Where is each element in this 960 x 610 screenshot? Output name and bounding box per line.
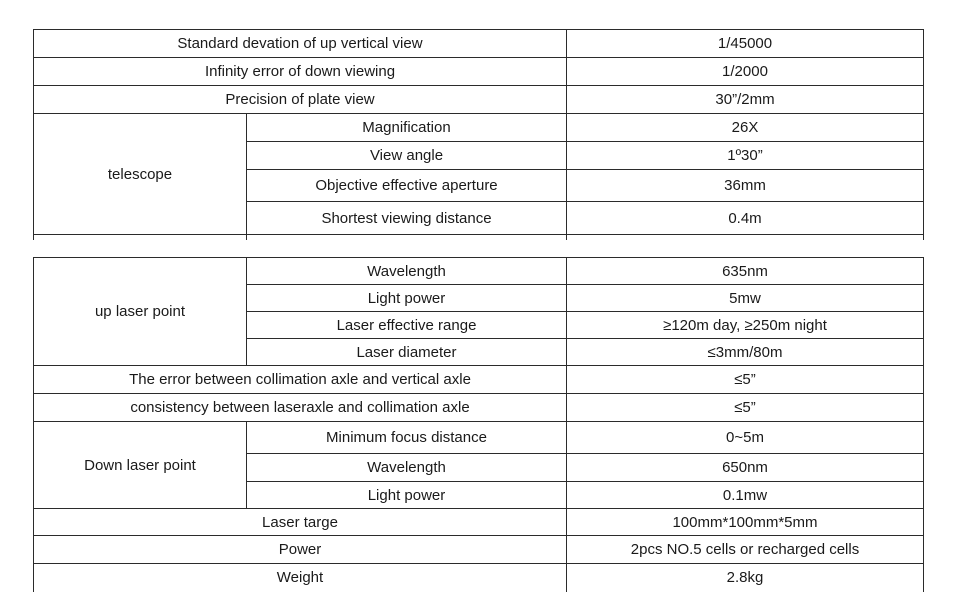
- spec-label: Wavelength: [247, 454, 567, 482]
- table-row: [34, 366, 924, 394]
- table-row: [34, 422, 924, 454]
- spec-value: ≥120m day, ≥250m night: [567, 312, 924, 339]
- spec-value: 100mm*100mm*5mm: [567, 509, 924, 536]
- spec-label: Objective effective aperture: [247, 170, 567, 202]
- spec-label: consistency between laseraxle and collimation axle: [34, 394, 567, 422]
- spec-value: 1/2000: [567, 58, 924, 86]
- spec-label: View angle: [247, 142, 567, 170]
- spec-table-top: [33, 29, 924, 240]
- spec-value: 0.1mw: [567, 482, 924, 509]
- spec-label: Laser effective range: [247, 312, 567, 339]
- spec-label: Infinity error of down viewing: [34, 58, 567, 86]
- spec-value: 36mm: [567, 170, 924, 202]
- spec-value: 2.8kg: [567, 564, 924, 592]
- spec-value: 650nm: [567, 454, 924, 482]
- spec-value: ≤5”: [567, 394, 924, 422]
- table-row: [34, 536, 924, 564]
- spec-value: 30”/2mm: [567, 86, 924, 114]
- table-row: [34, 564, 924, 592]
- table-row-cut: [34, 235, 924, 240]
- spec-value: 0.4m: [567, 202, 924, 235]
- table-row: [34, 58, 924, 86]
- spec-value: 26X: [567, 114, 924, 142]
- spec-label: Shortest viewing distance: [247, 202, 567, 235]
- table-row: [34, 114, 924, 142]
- spec-value: 635nm: [567, 258, 924, 285]
- spec-value: 1º30”: [567, 142, 924, 170]
- spec-label: Laser targe: [34, 509, 567, 536]
- table-row: [34, 258, 924, 285]
- spec-value: 5mw: [567, 285, 924, 312]
- spec-value: 0~5m: [567, 422, 924, 454]
- spec-label: Weight: [34, 564, 567, 592]
- group-label-down-laser: Down laser point: [34, 422, 247, 509]
- spec-value: 1/45000: [567, 30, 924, 58]
- table-row: [34, 509, 924, 536]
- spec-label: Minimum focus distance: [247, 422, 567, 454]
- spec-label: Power: [34, 536, 567, 564]
- spec-label: Precision of plate view: [34, 86, 567, 114]
- spec-label: The error between collimation axle and vertical axle: [34, 366, 567, 394]
- spec-label: Light power: [247, 482, 567, 509]
- table-row: [34, 30, 924, 58]
- spec-label: Magnification: [247, 114, 567, 142]
- spec-table-bottom: [33, 257, 924, 592]
- table-row: [34, 394, 924, 422]
- group-label-up-laser: up laser point: [34, 258, 247, 366]
- table-row: [34, 86, 924, 114]
- spec-value: ≤5”: [567, 366, 924, 394]
- spec-value: ≤3mm/80m: [567, 339, 924, 366]
- spec-label: Wavelength: [247, 258, 567, 285]
- spec-label: Standard devation of up vertical view: [34, 30, 567, 58]
- group-label-telescope: telescope: [34, 114, 247, 235]
- spec-value: 2pcs NO.5 cells or recharged cells: [567, 536, 924, 564]
- spec-label: Light power: [247, 285, 567, 312]
- spec-label: Laser diameter: [247, 339, 567, 366]
